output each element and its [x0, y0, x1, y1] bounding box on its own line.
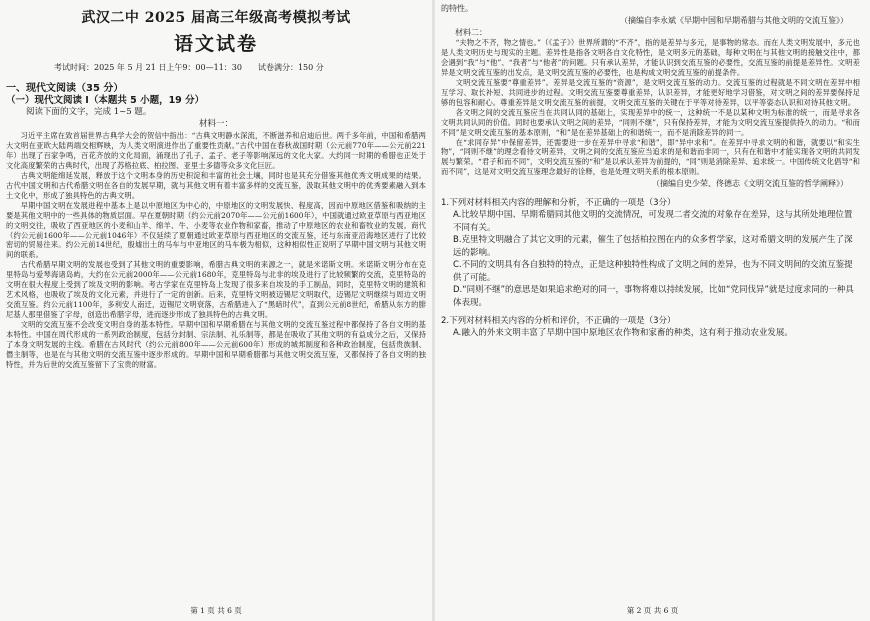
page-footer: 第 1 页 共 6 页: [190, 606, 242, 615]
section-heading: 一、现代文阅读（35 分）: [6, 83, 124, 94]
exam-title: 武汉二中 2025 届高三年级高考模拟考试: [81, 10, 351, 26]
passage-paragraph: “夫物之不齐，物之情也。”（《孟子》）世界所谓的“不齐”，指的是差异与多元，是事物的常态。而在人类文明发展中，多元也是人类文明历史与现实的主题。差异性是指各文明各自文化特性，是文明多元的基础，每种文明在与其他文明的接触交往中，都会遇到“我”与“他”、“我者”与“他者”的问题。只有承认差异，才能认识到交流互鉴的必要性，交流互鉴的前提是差异性。文明差异是文明交流互鉴的出发点，是文明交流互鉴的必要性，也是构成文明交流互鉴的前提条件。: [441, 38, 860, 77]
page-footer: 第 2 页 共 6 页: [626, 606, 679, 615]
source-citation: （摘编自李永斌《早期中国和早期希腊与其他文明的交流互鉴》）: [620, 16, 848, 25]
passage-paragraph: 古代希腊早期文明的发展也受到了其他文明的重要影响，希腊古典文明的来源之一，就是米诺斯文明。米诺斯文明分布在克里特岛与爱琴海诸岛屿，大约在公元前2000年——公元前1680年，克里特岛与北非的埃及进行了比较频繁的交流，克里特岛的文明在很大程度上受到了埃及文明的影响。考古学家在克里特岛上发现了很多来自埃及的手工制品，同时，克里特文明的建筑和艺术风格，也吸收了埃及的文化元素，并进行了一定的创新。后来，克里特文明被迈锡尼文明取代，迈锡尼文明继续与周边文明交流互鉴。约公元前1100年，多利安人南迁，迈锡尼文明衰落，古希腊进入了“黑暗时代”，直到公元前8世纪，希腊从东方的腓尼基人那里借鉴了字母，创造出希腊字母，进而逐步形成了独具特色的古典文明。: [6, 260, 426, 320]
answer-option: B.克里特文明融合了其它文明的元素，催生了包括柏拉图在内的众多哲学家，这对希腊文明的发展产生了深远的影响。: [453, 235, 853, 258]
subsection-heading: （一）现代文阅读 I（本题共 5 小题，19 分）: [6, 95, 205, 106]
answer-option: A.融入的外来文明丰富了早期中国中原地区农作物和家畜的种类，这有利于推动农业发展。: [453, 328, 793, 339]
answer-option: C.不同的文明具有各自独特的特点，正是这种独特性构成了文明之间的差异，也为不同文明间的交流互鉴提供了可能。: [453, 260, 853, 283]
answer-option: A.比较早期中国、早期希腊同其他文明的交流情况，可发现二者交流的对象存在差异，这与其所处地理位置不同有关。: [453, 210, 853, 233]
material-label: 材料一：: [198, 119, 233, 129]
page-right: [435, 0, 870, 621]
passage-paragraph: 早期中国文明在发展进程中基本上是以中原地区为中心的，中原地区的文明发展快、程度高，因而中原地区借鉴和吸纳的主要是其他文明中的一些具体的物质层面。早在夏朝时期（约公元前2070年——公元前1600年），中国就通过欧亚草原与西亚地区的文明交往，吸收了西亚地区的小麦和山羊、绵羊、牛、小麦等农业作物和家畜，推动了中原地区的农业和畜牧业的发展。商代（约公元前1600年——公元前1046年）不仅延续了夏朝通过欧亚草原与西亚地区的交流互鉴，还与东南亚沿海地区进行了比较密切的贸易往来。约公元前14世纪，殷墟出土的马车与中亚地区的马车极为相似，这种相似性正说明了早期中国文明与其他文明间的联系。: [6, 200, 426, 260]
question-stem: 1.下列对材料相关内容的理解和分析，不正确的一项是（3分）: [441, 198, 676, 209]
reading-instruction: 阅读下面的文字，完成 1~5 题。: [26, 107, 152, 117]
passage-paragraph: 习近平主席在致首届世界古典学大会的贺信中指出：“古典文明静水深流，不断滋养和启迪后世。两千多年前，中国和希腊两大文明在亚欧大陆两端交相辉映，为人类文明演进作出了重要性贡献。”古代中国在春秋战国时期（公元前770年——公元前221年）出现了百家争鸣，百花齐放的文化局面，涌现出了孔子、孟子、老子等影响深远的文化大家。大约同一时期的希腊也正处于文化高度繁荣的古典时代，出现了苏格拉底、柏拉图、亚里士多德等众多文化巨匠。: [6, 131, 426, 170]
passage-paragraph: 在“求同存异”中保留差异，还需要进一步在差异中寻求“和谐”，即“异中求和”。在差异中寻求文明的和谐，就要以“和实生物”，“同则不继”的理念看待文明差异，文明之间的交流互鉴应当追求的是和谐而非同一，只有在和谐中才能实现各文明的共同发展与繁荣。“君子和而不同”，文明交流互鉴的“和”是以承认差异为前提的，“同”则是消除差异、追求统一。中国传统文化倡导“和而不同”，这是对文明交流互鉴理念最好的诠释，也是处理文明关系的根本原则。: [441, 137, 860, 177]
passage-paragraph: 文明的交流互鉴不会改变文明自身的基本特性。早期中国和早期希腊在与其他文明的交流互鉴过程中都保持了各自文明的基本特性。中国在周代形成的一系列政治制度，包括分封制、宗法制、礼乐制等，都是在吸收了其他文明的有益成分之后，又保持了本身文明发展的主线。希腊在古风时代（约公元前800年——公元前600年）形成的城邦制度和各种政治制度，包括贵族制、僭主制等，也是在与其他文明的交流互鉴中逐步形成的。早期中国和早期希腊都与其他文明交流互鉴，又都保持了各自文明的独特性，并为后世的交流互鉴留下了宝贵的财富。: [6, 320, 426, 369]
passage-paragraph: 各文明之间的交流互鉴应当在共同认同的基础上，实现差异中的统一，这种统一不是以某种文明为标准的统一，而是寻求各文明共同认同的价值。同时也要承认文明之间的差异，“同则不继”，只有保持差异，才能为文明交流互鉴提供持久的动力。“和而不同”是文明交流互鉴的基本原则，“和”是在差异基础上的和谐统一，而不是消除差异的同一。: [441, 107, 860, 137]
source-citation: （摘编自史少荣、佟德志《文明交流互鉴的哲学阐释》）: [652, 179, 848, 189]
subject-title: 语文试卷: [173, 33, 258, 55]
material-label: 材料二：: [455, 28, 487, 37]
continuation-text: 的特性。: [441, 4, 473, 13]
question-stem: 2.下列对材料相关内容的分析和评价，不正确的一项是（3分）: [441, 316, 676, 327]
page-left: [0, 0, 432, 621]
passage-paragraph: 古典文明能绵延发展，释放于这个文明本身的历史积淀和丰富的社会土壤，同时也是其充分借鉴其他优秀文明成果的结果。古代中国文明和古代希腊文明在各自的发展早期，就与其他文明有着丰富多样的交流互鉴，汲取其他文明中的优秀要素融入到本土文化中，形成了独具特色的古典文明。: [6, 170, 426, 200]
passage-paragraph: 文明交流互鉴要“尊重差异”。差异是交流互鉴的“资源”，是文明交流互鉴的动力。交流互鉴的过程就是不同文明在差异中相互学习、取长补短、共同进步的过程。文明交流互鉴要尊重差异，认识差异，才能更好地学习借鉴，对文明之间的差异要保持足够的包容和耐心。尊重差异是文明交流互鉴的前提，文明交流互鉴的关键在于平等对待差异，以平等姿态认识和对待其他文明。: [441, 77, 860, 107]
answer-option: D.“同则不继”的意思是如果追求绝对的同一，事物将难以持续发展，比如“党同伐异”就是过度求同的一种具体表现。: [453, 285, 854, 308]
exam-info: 考试时间：2025 年 5 月 21 日上午9：00—11：30 试卷满分：150 分: [54, 63, 324, 72]
